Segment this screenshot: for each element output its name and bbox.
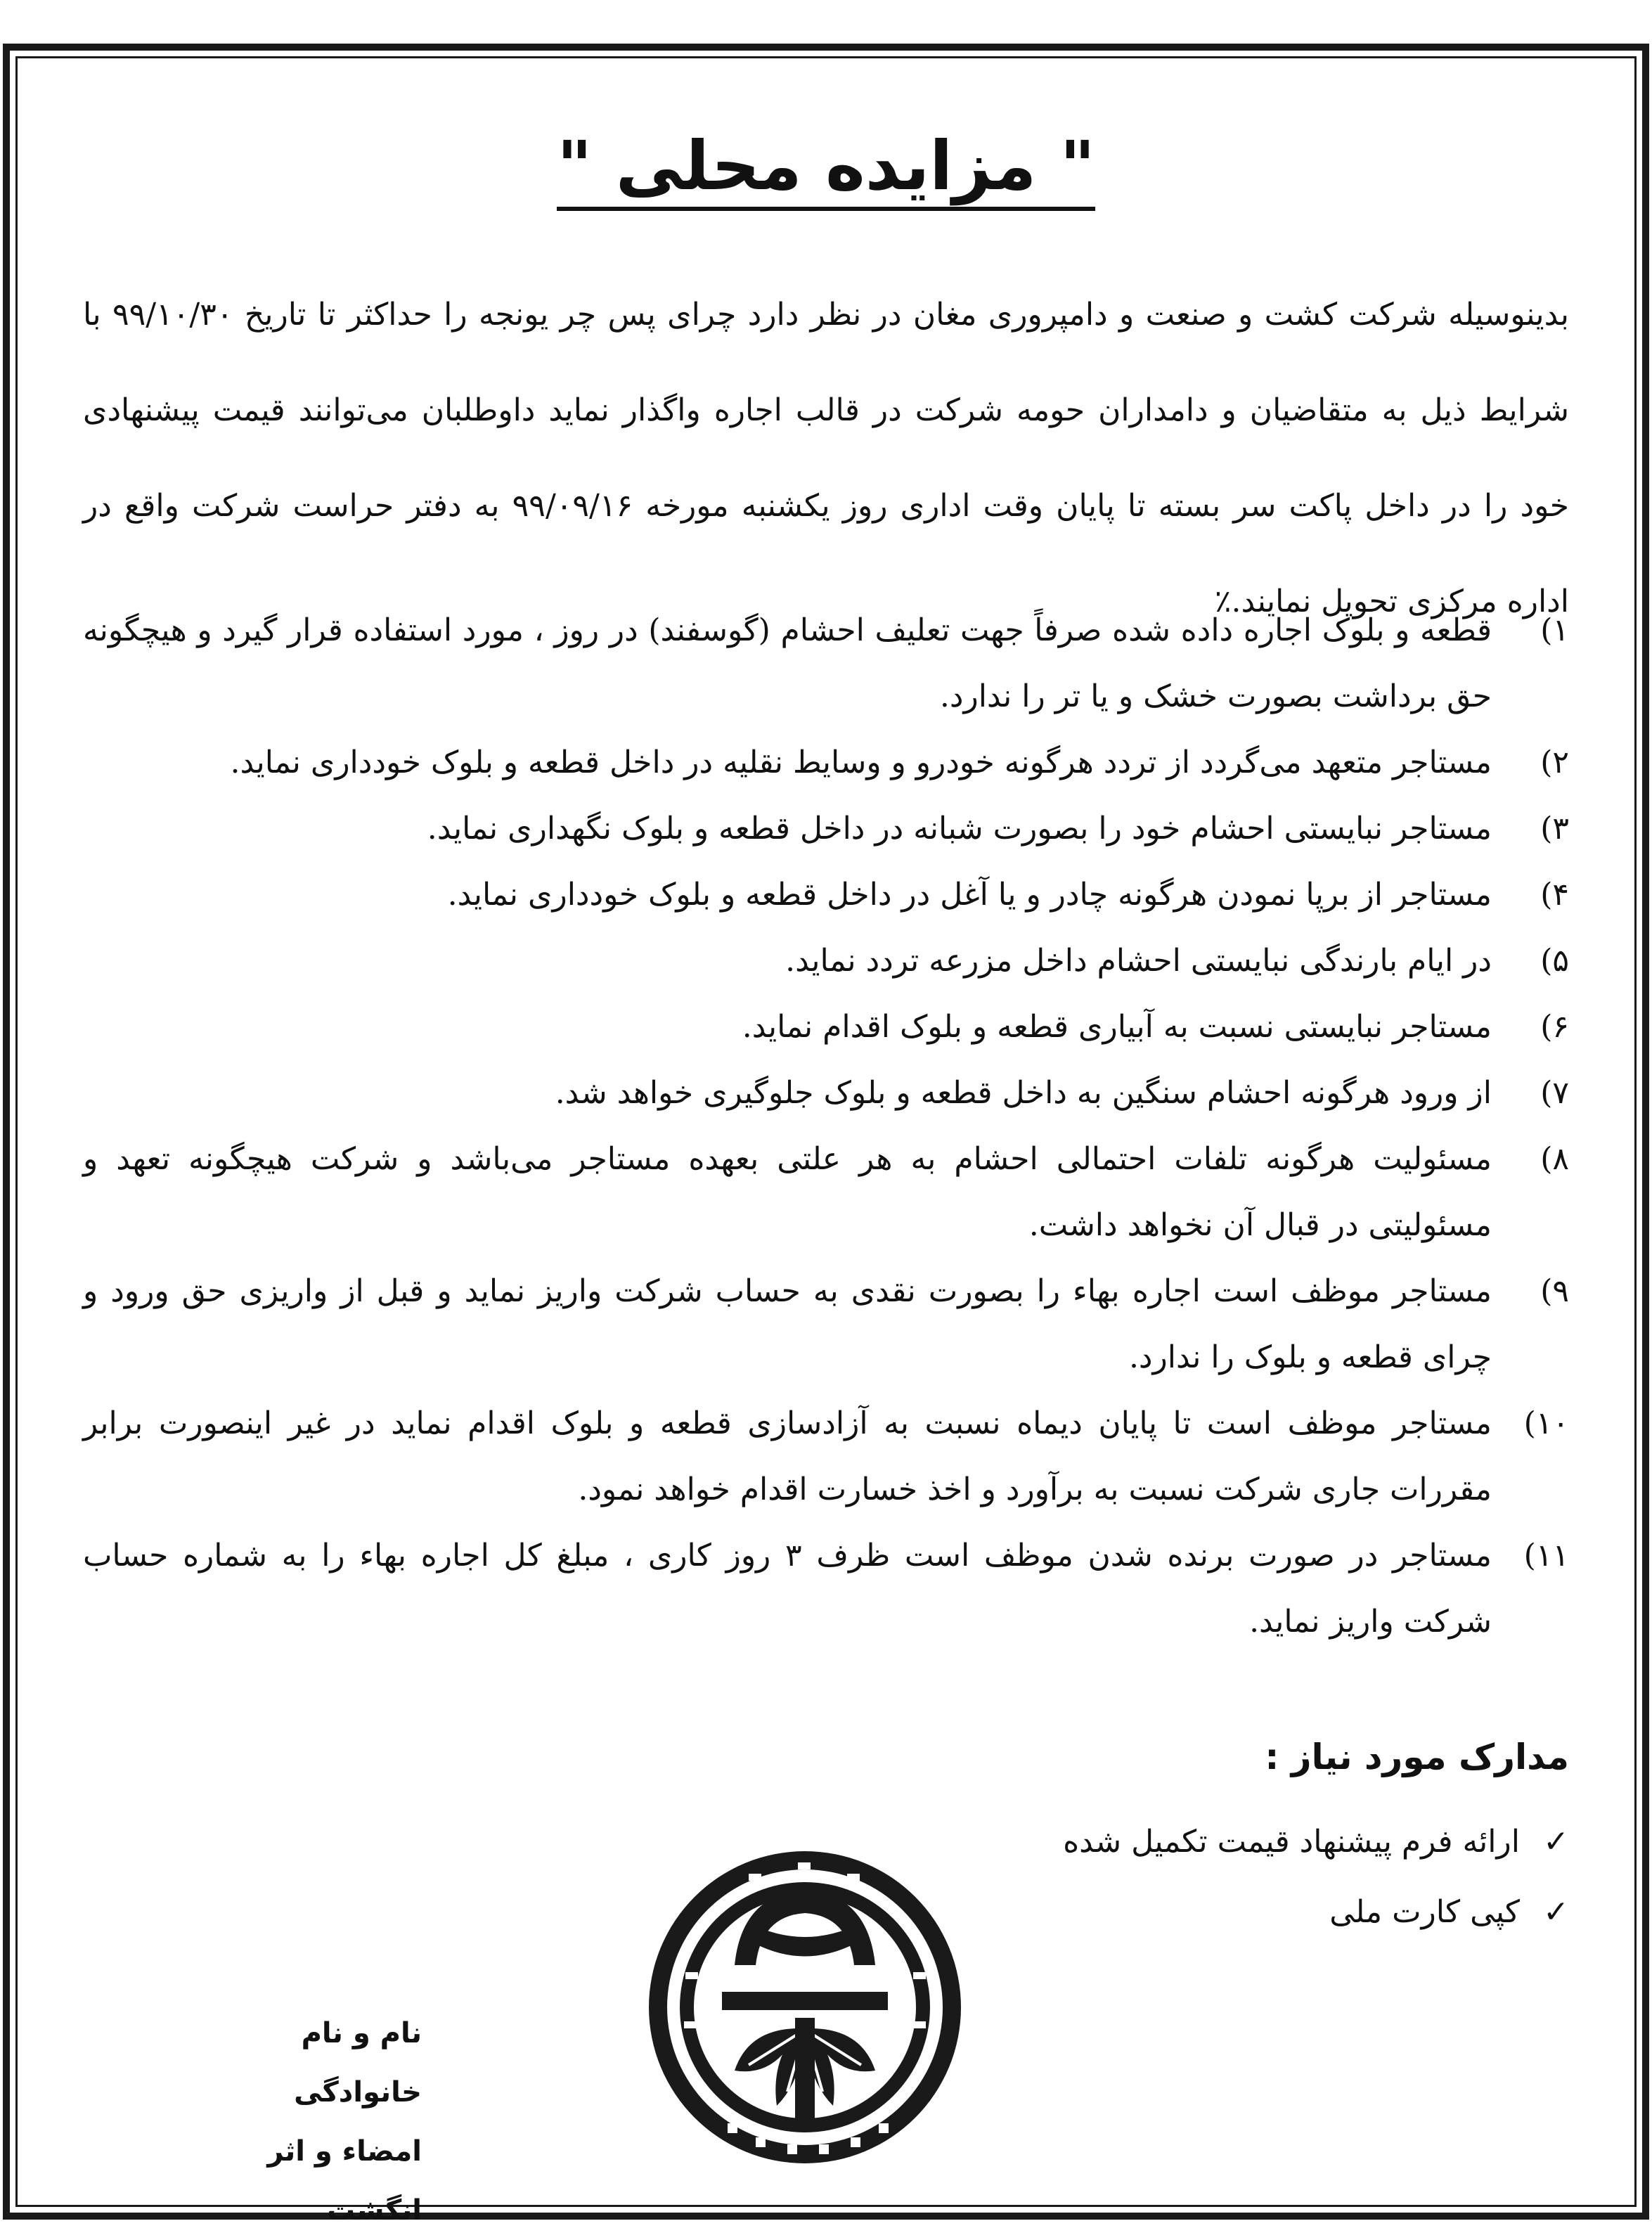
document-item bbox=[1063, 1807, 1569, 1877]
rule-number: ۱۱) bbox=[1523, 1538, 1569, 1573]
rule-item bbox=[83, 730, 1569, 796]
rule-number: ۲) bbox=[1540, 745, 1569, 780]
rule-text: مستاجر متعهد می‌گردد از تردد هرگونه خودرو و وسایط نقلیه در داخل قطعه و بلوک خودداری نماید. bbox=[230, 745, 1492, 780]
signature-name-label: نام و نام خانوادگی bbox=[294, 2017, 422, 2109]
rule-item bbox=[83, 1060, 1569, 1126]
rule-item bbox=[83, 928, 1569, 994]
intro-paragraph: بدینوسیله شرکت کشت و صنعت و دامپروری مغان در نظر دارد چرای پس چر یونجه را حداکثر تا تاریخ ۹۹/۱۰/۳۰ با شرایط ذیل به متقاضیان و دامداران حومه شرکت در قالب اجاره واگذار نماید داوطلبان می‌توانند قیمت پیشنهادی خود را در داخل پاکت سر بسته تا پایان وقت اداری روز یکشنبه مورخه ۹۹/۰۹/۱۶ به دفتر حراست شرکت واقع در اداره مرکزی تحویل نمایند.٪ bbox=[83, 297, 1570, 619]
rule-item bbox=[83, 1259, 1569, 1391]
rule-text: از ورود هرگونه احشام سنگین به داخل قطعه و بلوک جلوگیری خواهد شد. bbox=[555, 1075, 1492, 1111]
rule-item bbox=[83, 1126, 1569, 1259]
rule-number: ۱۰) bbox=[1523, 1405, 1569, 1441]
rule-number: ۷) bbox=[1540, 1075, 1569, 1111]
check-mark-icon: ✓ bbox=[1543, 1894, 1569, 1930]
rule-text: مستاجر در صورت برنده شدن موظف است ظرف ۳ روز کاری ، مبلغ کل اجاره بهاء را به شماره حساب شرکت واریز نماید. bbox=[83, 1538, 1492, 1640]
required-documents-heading: مدارک مورد نیاز : bbox=[1265, 1737, 1569, 1777]
rule-number: ۳) bbox=[1540, 811, 1569, 847]
document-label: کپی کارت ملی bbox=[1329, 1894, 1520, 1930]
rules-list bbox=[83, 598, 1569, 1655]
rule-item bbox=[83, 1391, 1569, 1523]
rule-number: ۴) bbox=[1540, 877, 1569, 913]
required-documents-list bbox=[1063, 1807, 1569, 1948]
rule-text: مستاجر نبایستی نسبت به آبیاری قطعه و بلوک اقدام نماید. bbox=[742, 1009, 1492, 1045]
rule-item bbox=[83, 598, 1569, 730]
rule-text: مستاجر از برپا نمودن هرگونه چادر و یا آغل در داخل قطعه و بلوک خودداری نماید. bbox=[447, 877, 1492, 913]
rule-item bbox=[83, 796, 1569, 862]
signature-block bbox=[169, 2004, 422, 2240]
company-seal-icon bbox=[643, 1846, 967, 2169]
rule-number: ۱) bbox=[1540, 612, 1569, 648]
page-title: " مزایده محلی " bbox=[0, 127, 1652, 205]
check-mark-icon: ✓ bbox=[1543, 1824, 1569, 1860]
rule-item bbox=[83, 994, 1569, 1060]
rule-text: در ایام بارندگی نبایستی احشام داخل مزرعه تردد نماید. bbox=[785, 943, 1492, 979]
rule-number: ۶) bbox=[1540, 1009, 1569, 1045]
document-label: ارائه فرم پیشنهاد قیمت تکمیل شده bbox=[1063, 1824, 1520, 1860]
rule-text: مستاجر موظف است اجاره بهاء را بصورت نقدی به حساب شرکت واریز نماید و قبل از واریزی حق ورود و چرای قطعه و بلوک را ندارد. bbox=[83, 1273, 1492, 1375]
rule-number: ۵) bbox=[1540, 943, 1569, 979]
rule-text: مستاجر موظف است تا پایان دیماه نسبت به آزادسازی قطعه و بلوک اقدام نماید در غیر اینصورت برابر مقررات جاری شرکت نسبت به برآورد و اخذ خسارت اقدام خواهد نمود. bbox=[83, 1405, 1492, 1507]
rule-number: ۹) bbox=[1540, 1273, 1569, 1309]
signature-fingerprint-label: امضاء و اثر انگشت bbox=[267, 2135, 422, 2227]
document-item bbox=[1063, 1877, 1569, 1948]
rule-text: قطعه و بلوک اجاره داده شده صرفاً جهت تعلیف احشام (گوسفند) در روز ، مورد استفاده قرار گیرد و هیچگونه حق برداشت بصورت خشک و یا تر را ندارد. bbox=[83, 612, 1492, 714]
rule-number: ۸) bbox=[1540, 1141, 1569, 1177]
rule-text: مستاجر نبایستی احشام خود را بصورت شبانه در داخل قطعه و بلوک نگهداری نماید. bbox=[427, 811, 1492, 847]
rule-item bbox=[83, 1523, 1569, 1655]
rule-text: مسئولیت هرگونه تلفات احتمالی احشام به هر علتی بعهده مستاجر می‌باشد و شرکت هیچگونه تعهد و مسئولیتی در قبال آن نخواهد داشت. bbox=[83, 1141, 1492, 1243]
rule-item bbox=[83, 862, 1569, 928]
